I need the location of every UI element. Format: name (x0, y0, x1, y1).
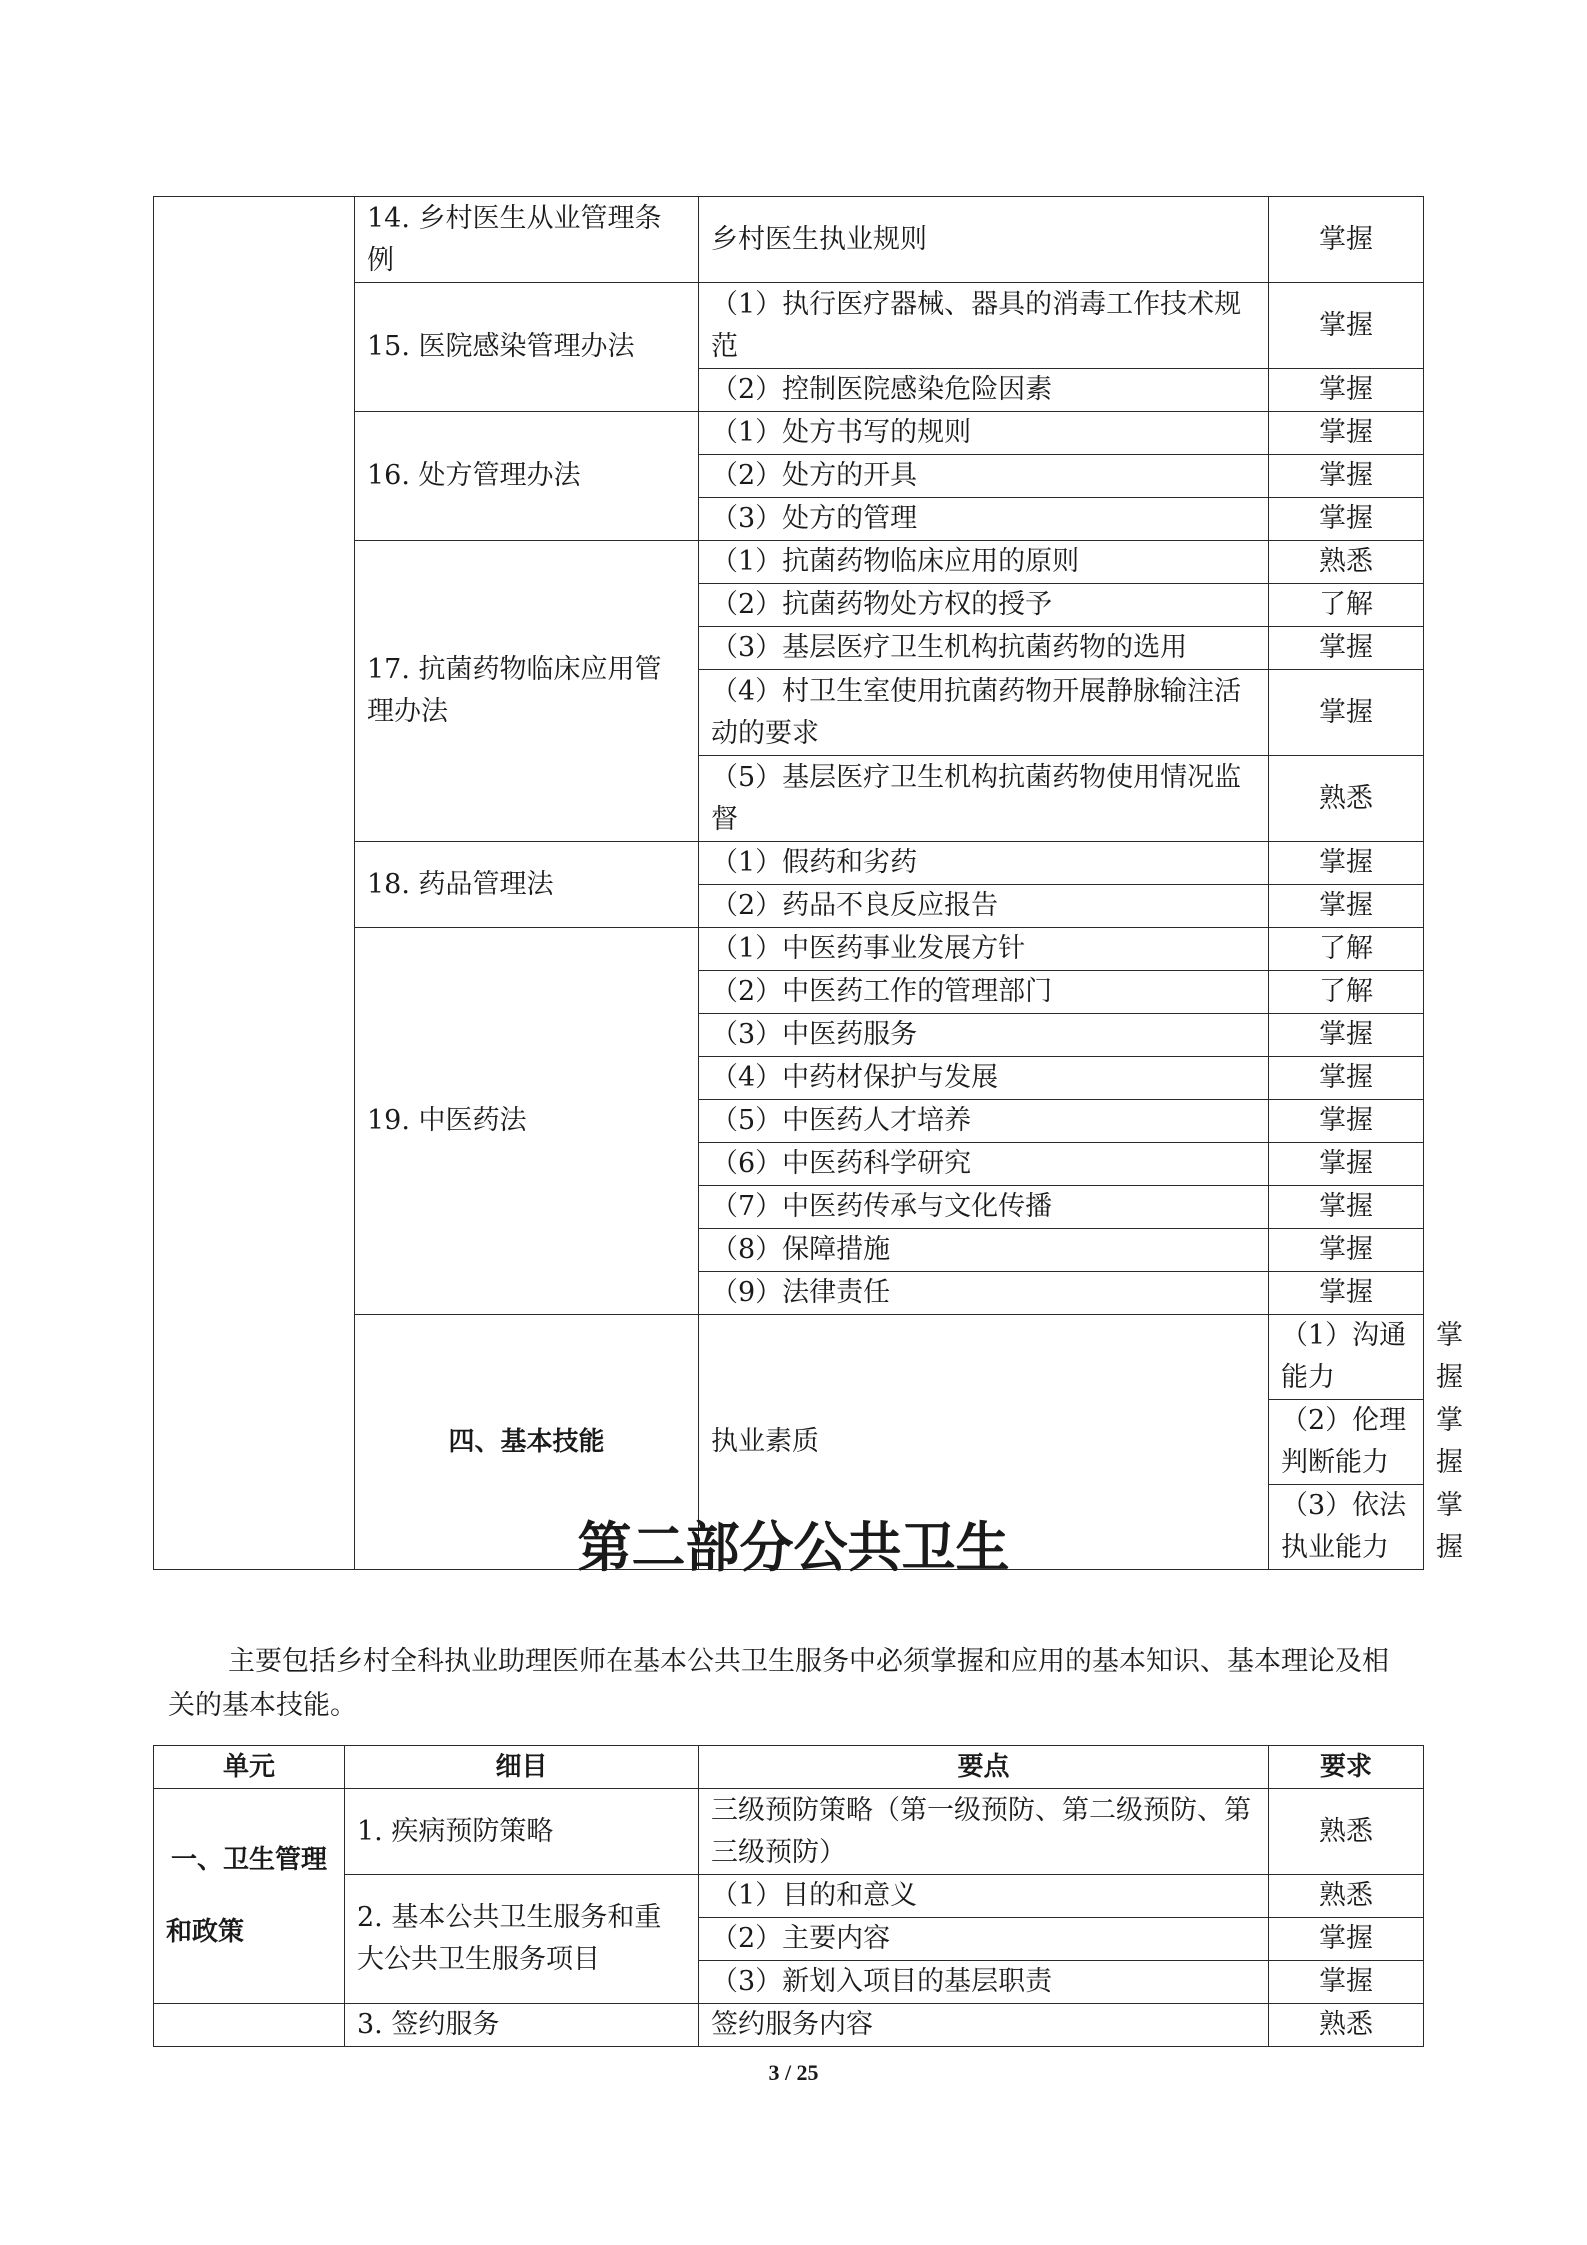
point-cell: （2）处方的开具 (699, 455, 1269, 498)
table-row (154, 2004, 1424, 2047)
point-cell: （1）目的和意义 (699, 1875, 1269, 1918)
point-cell: 乡村医生执业规则 (699, 197, 1269, 283)
syllabus-table-public-health (153, 1745, 1424, 2047)
topic-cell: 14. 乡村医生从业管理条例 (355, 197, 699, 283)
topic-cell: 执业素质 (699, 1315, 1269, 1570)
requirement-cell: 掌握 (1269, 885, 1424, 928)
point-cell: （2）抗菌药物处方权的授予 (699, 584, 1269, 627)
requirement-cell: 熟悉 (1269, 1875, 1424, 1918)
point-cell: （2）主要内容 (699, 1918, 1269, 1961)
unit-label-line2: 和政策 (166, 1917, 245, 1947)
table-row (154, 197, 1424, 283)
requirement-cell: 熟悉 (1269, 541, 1424, 584)
header-point: 要点 (699, 1746, 1269, 1789)
point-cell: （1）抗菌药物临床应用的原则 (699, 541, 1269, 584)
requirement-cell: 掌握 (1269, 1229, 1424, 1272)
point-cell: （3）中医药服务 (699, 1014, 1269, 1057)
requirement-cell: 了解 (1269, 584, 1424, 627)
topic-cell: 2. 基本公共卫生服务和重大公共卫生服务项目 (345, 1875, 699, 2004)
topic-cell: 18. 药品管理法 (355, 842, 699, 928)
requirement-cell: 掌握 (1269, 1100, 1424, 1143)
requirement-cell: 掌握 (1269, 1014, 1424, 1057)
point-cell: （1）沟通能力 (1269, 1315, 1424, 1400)
requirement-cell: 掌握 (1269, 1272, 1424, 1315)
topic-cell: 15. 医院感染管理办法 (355, 283, 699, 412)
unit-cell: 四、基本技能 (355, 1315, 699, 1570)
point-cell: 三级预防策略（第一级预防、第二级预防、第三级预防） (699, 1789, 1269, 1875)
requirement-cell: 掌握 (1269, 842, 1424, 885)
table-row: 四、基本技能 执业素质 （1）沟通能力 掌握 (154, 1315, 1424, 1400)
requirement-cell: 掌握 (1269, 369, 1424, 412)
point-cell: （2）伦理判断能力 (1269, 1400, 1424, 1485)
point-cell: （1）假药和劣药 (699, 842, 1269, 885)
syllabus-table-continued (153, 196, 1463, 1570)
header-topic: 细目 (345, 1746, 699, 1789)
point-cell: （3）处方的管理 (699, 498, 1269, 541)
requirement-cell: 掌握 (1269, 1143, 1424, 1186)
unit-cell-empty (154, 197, 355, 1570)
point-cell: （3）新划入项目的基层职责 (699, 1961, 1269, 2004)
requirement-cell: 掌握 (1269, 412, 1424, 455)
topic-cell: 19. 中医药法 (355, 928, 699, 1315)
point-cell: （5）基层医疗卫生机构抗菌药物使用情况监督 (699, 756, 1269, 842)
point-cell: （3）基层医疗卫生机构抗菌药物的选用 (699, 627, 1269, 670)
point-cell: （2）中医药工作的管理部门 (699, 971, 1269, 1014)
topic-cell: 16. 处方管理办法 (355, 412, 699, 541)
header-requirement: 要求 (1269, 1746, 1424, 1789)
requirement-cell: 掌握 (1269, 670, 1424, 756)
topic-cell: 17. 抗菌药物临床应用管理办法 (355, 541, 699, 842)
table-row (154, 1875, 1424, 1918)
requirement-cell: 熟悉 (1269, 756, 1424, 842)
table-header-row (154, 1746, 1424, 1789)
point-cell: （6）中医药科学研究 (699, 1143, 1269, 1186)
point-cell: （9）法律责任 (699, 1272, 1269, 1315)
topic-cell: 3. 签约服务 (345, 2004, 699, 2047)
point-cell: （2）药品不良反应报告 (699, 885, 1269, 928)
requirement-cell: 掌握 (1269, 1918, 1424, 1961)
requirement-cell: 掌握 (1269, 1186, 1424, 1229)
requirement-cell: 掌握 (1269, 455, 1424, 498)
point-cell: （4）中药材保护与发展 (699, 1057, 1269, 1100)
point-cell: 签约服务内容 (699, 2004, 1269, 2047)
page-number: 3 / 25 (768, 2060, 819, 2085)
point-cell: （2）控制医院感染危险因素 (699, 369, 1269, 412)
requirement-cell: 掌握 (1269, 498, 1424, 541)
point-cell: （8）保障措施 (699, 1229, 1269, 1272)
requirement-cell: 掌握 (1269, 283, 1424, 369)
requirement-cell: 掌握 (1269, 197, 1424, 283)
table-row (154, 1789, 1424, 1875)
header-unit: 单元 (154, 1746, 345, 1789)
requirement-cell: 掌握 (1269, 627, 1424, 670)
table-row: （3）依法执业能力 掌握 (154, 1485, 1424, 1570)
part-title: 第二部分公共卫生 (577, 1516, 1010, 1579)
point-cell: （7）中医药传承与文化传播 (699, 1186, 1269, 1229)
requirement-cell: 掌握 (1269, 1057, 1424, 1100)
unit-cell (154, 1789, 345, 2004)
requirement-cell: 了解 (1269, 971, 1424, 1014)
point-cell: （3）依法执业能力 (1269, 1485, 1424, 1570)
part-intro-paragraph: 主要包括乡村全科执业助理医师在基本公共卫生服务中必须掌握和应用的基本知识、基本理论及相关的基本技能。 (168, 1646, 1389, 1721)
topic-cell: 1. 疾病预防策略 (345, 1789, 699, 1875)
point-cell: （1）中医药事业发展方针 (699, 928, 1269, 971)
point-cell: （1）执行医疗器械、器具的消毒工作技术规范 (699, 283, 1269, 369)
requirement-cell: 了解 (1269, 928, 1424, 971)
point-cell: （5）中医药人才培养 (699, 1100, 1269, 1143)
point-cell: （4）村卫生室使用抗菌药物开展静脉输注活动的要求 (699, 670, 1269, 756)
unit-label-line1: 一、卫生管理 (170, 1845, 327, 1875)
requirement-cell: 熟悉 (1269, 1789, 1424, 1875)
requirement-cell: 熟悉 (1269, 2004, 1424, 2047)
requirement-cell: 掌握 (1269, 1961, 1424, 2004)
table-row: （2）伦理判断能力 掌握 (154, 1400, 1424, 1485)
unit-cell-empty (154, 2004, 345, 2047)
point-cell: （1）处方书写的规则 (699, 412, 1269, 455)
